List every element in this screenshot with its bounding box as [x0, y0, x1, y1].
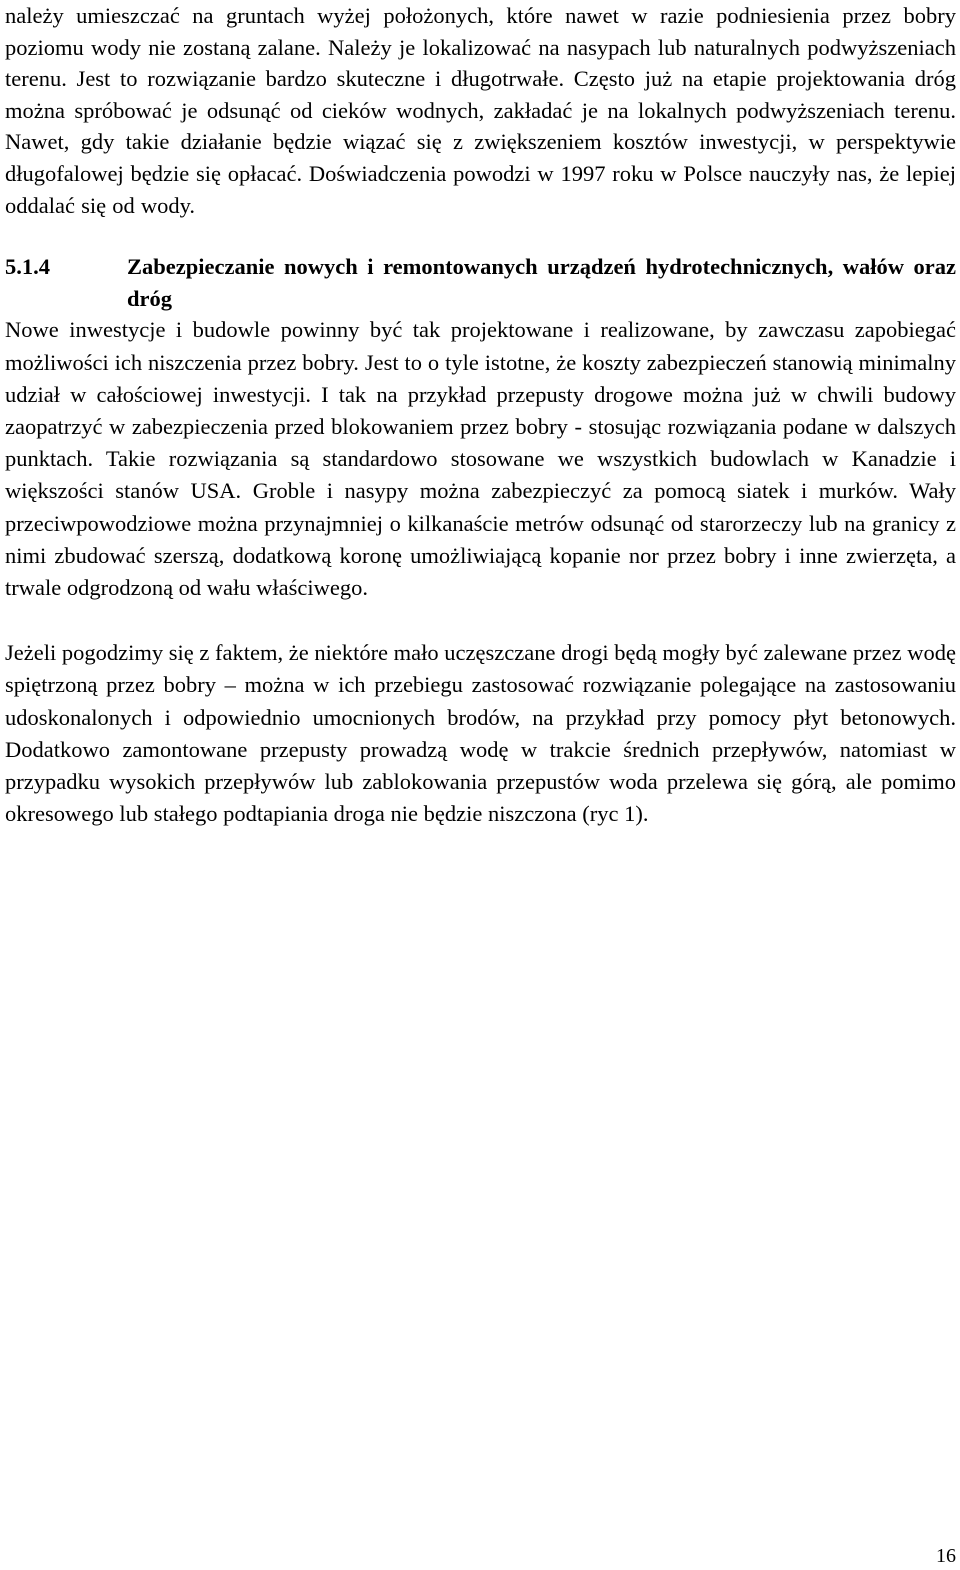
paragraph-new-investments: Nowe inwestycje i budowle powinny być tak projektowane i realizowane, by zawczasu zapobiegać możliwości ich niszczenia przez bobry. Jest to o tyle istotne, że koszty zabezpieczeń stanowią minimalny udział w całościowej inwestycji. I tak na przykład przepusty drogowe można już w chwili budowy zaopatrzyć w zabezpieczenia przed blokowaniem przez bobry - stosując rozwiązania podane w dalszych punktach. Takie rozwiązania są standardowo stosowane we wszystkich budowlach w Kanadzie i większości stanów USA. Groble i nasypy można zabezpieczyć za pomocą siatek i murków. Wały przeciwpowodziowe można przynajmniej o kilkanaście metrów odsunąć od starorzeczy lub na granicy z nimi zbudować szerszą, dodatkową koronę umożliwiającą kopanie nor przez bobry i inne zwierzęta, a trwale odgrodzoną od wału właściwego.: [5, 317, 956, 600]
paragraph-flooded-roads: Jeżeli pogodzimy się z faktem, że niektóre mało uczęszczane drogi będą mogły być zalewane przez wodę spiętrzoną przez bobry – można w ich przebiegu zastosować rozwiązanie polegające na zastosowaniu udoskonalonych i odpowiednio umocnionych brodów, na przykład przy pomocy płyt betonowych. Dodatkowo zamontowane przepusty prowadzą wodę w trakcie średnich przepływów, natomiast w przypadku wysokich przepływów lub zablokowania przepustów woda przelewa się górą, ale pomimo okresowego lub stałego podtapiania droga nie będzie niszczona (ryc 1).: [5, 640, 956, 827]
section-heading: [5, 251, 956, 314]
paragraph-bobry-roads: należy umieszczać na gruntach wyżej położonych, które nawet w razie podniesienia przez bobry poziomu wody nie zostaną zalane. Należy je lokalizować na nasypach lub naturalnych podwyższeniach terenu. Jest to rozwiązanie bardzo skuteczne i długotrwałe. Często już na etapie projektowania dróg można spróbować je odsunąć od cieków wodnych, zakładać je na lokalnych podwyższeniach terenu. Nawet, gdy takie działanie będzie wiązać się z zwiększeniem kosztów inwestycji, w perspektywie długofalowej będzie się opłacać. Doświadczenia powodzi w 1997 roku w Polsce nauczyły nas, że lepiej oddalać się od wody.: [5, 3, 956, 218]
section-number: 5.1.4: [5, 254, 50, 280]
section-title: Zabezpieczanie nowych i remontowanych urządzeń hydrotechnicznych, wałów oraz dróg: [127, 254, 956, 311]
document-page: [5, 0, 956, 830]
page-number: 16: [936, 1545, 956, 1567]
